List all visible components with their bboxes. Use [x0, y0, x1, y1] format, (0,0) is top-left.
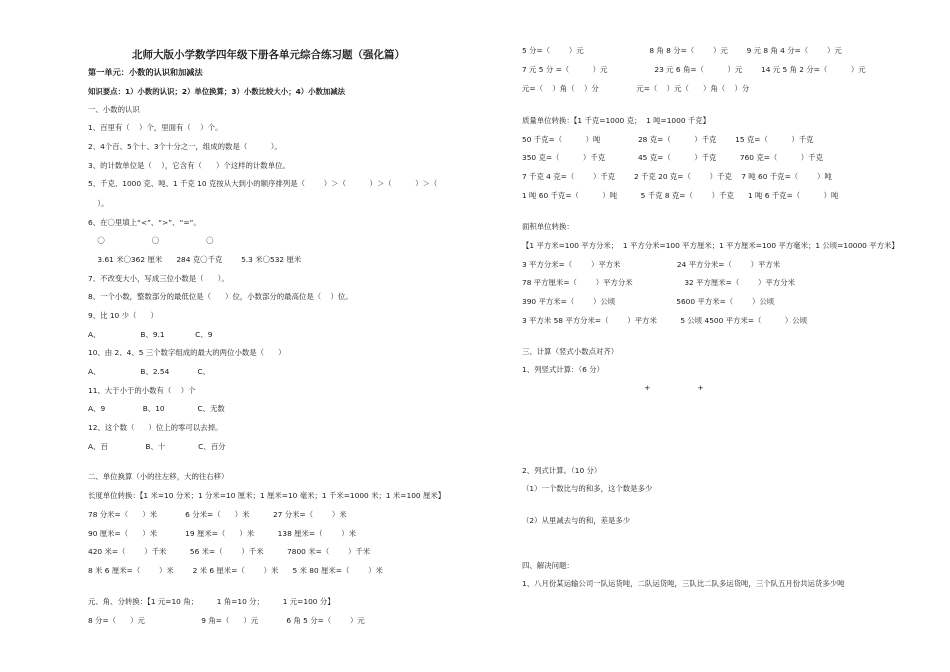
left-text-line: 90 厘米=（ ）米 19 厘米=（ ）米 138 厘米=（ ）米	[88, 529, 357, 538]
left-text-line: 8、一个小数，整数部分的最低位是（ ）位，小数部分的最高位是（ ）位。	[88, 292, 353, 301]
left-text-line: 5、千克、1000 克、吨、1 千克 10 克按从大到小的顺序排列是（ ）＞（ ）＞（ ）＞（	[88, 179, 438, 188]
left-text-line: 7、不改变大小，写成三位小数是（ ）。	[88, 274, 229, 283]
page-title: 北师大版小学数学四年级下册各单元综合练习题（强化篇）	[132, 49, 405, 61]
right-text-line: 2、列式计算。（10 分）	[522, 466, 602, 475]
right-text-line: 三、计算（竖式小数点对齐）	[522, 347, 619, 356]
left-text-line: A、9 B、10 C、无数	[88, 404, 225, 413]
right-text-line: 7 元 5 分 =（ ）元 23 元 6 角=（ ）元 14 元 5 角 2 分=（ ）元	[522, 65, 866, 74]
left-text-line: 8 分=（ ）元 9 角=（ ）元 6 角 5 分=（ ）元	[88, 616, 365, 625]
right-text-line: 1 吨 60 千克=（ ）吨 5 千克 8 克=（ ）千克 1 吨 6 千克=（ ）吨	[522, 191, 839, 200]
right-text-line: 350 克=（ ）千克 45 克=（ ）千克 760 克=（ ）千克	[522, 153, 823, 162]
right-text-line: 7 千克 4 克=（ ）千克 2 千克 20 克=（ ）千克 7 吨 60 千克=（ ）吨	[522, 172, 832, 181]
right-text-line: 1、八月份某运输公司一队运货吨，二队运货吨，三队比二队多运货吨，三个队五月份共运货多少吨	[522, 579, 845, 588]
left-text-line: 420 米=（ ）千米 56 米=（ ）千米 7800 米=（ ）千米	[88, 547, 371, 556]
left-text-line: 〇 〇 〇	[88, 236, 214, 245]
left-text-line: A、 B、9.1 C、9	[88, 330, 213, 339]
left-text-line: 1、百里有（ ）个，里面有（ ）个。	[88, 123, 223, 132]
right-text-line: 390 平方米=（ ）公顷 5600 平方米=（ ）公顷	[522, 297, 775, 306]
right-text-line: 面积单位转换：	[522, 222, 574, 231]
left-text-line: 二、单位换算（小的往左移，大的往右移）	[88, 472, 229, 481]
right-text-line: + +	[522, 383, 704, 392]
right-text-line: 3 平方分米=（ ）平方米 24 平方分米=（ ）平方米	[522, 260, 781, 269]
left-text-line: 一、小数的认识	[88, 105, 140, 114]
right-text-line: 1、列竖式计算：（6 分）	[522, 365, 604, 374]
left-text-line: 8 米 6 厘米=（ ）米 2 米 6 厘米=（ ）米 5 米 80 厘米=（ ）米	[88, 566, 383, 575]
left-text-line: 78 分米=（ ）米 6 分米=（ ）米 27 分米=（ ）米	[88, 510, 347, 519]
left-text-line: 第一单元：小数的认识和加减法	[88, 67, 203, 77]
right-text-line: 质量单位转换：【1 千克=1000 克； 1 吨=1000 千克】	[522, 116, 711, 125]
right-text-line: （2）从里减去与的和，差是多少	[522, 516, 631, 525]
left-text-line: 3、的计数单位是（ ），它含有（ ）个这样的计数单位。	[88, 161, 290, 170]
right-text-line: 四、解决问题：	[522, 561, 574, 570]
right-text-line: 3 平方米 58 平方分米=（ ）平方米 5 公顷 4500 平方米=（ ）公顷	[522, 316, 808, 325]
left-text-line: A、 B、2.54 C、	[88, 367, 211, 376]
right-text-line: 【1 平方米=100 平方分米； 1 平方分米=100 平方厘米；1 平方厘米=100 平方毫米；1 公顷=10000 平方米】	[522, 241, 899, 250]
left-text-line: 6、在〇里填上“<”、“>”、“=”。	[88, 218, 201, 227]
left-text-line: 3.61 米〇362 厘米 284 克〇千克 5.3 米〇532 厘米	[88, 255, 302, 264]
left-text-line: 11、大于小于的小数有（ ）个	[88, 386, 196, 395]
left-text-line: 10、由 2、4、5 三个数字组成的最大的两位小数是（ ）	[88, 348, 286, 357]
right-text-line: 78 平方厘米=（ ）平方分米 32 平方厘米=（ ）平方分米	[522, 278, 795, 287]
right-text-line: 50 千克=（ ）吨 28 克=（ ）千克 15 克=（ ）千克	[522, 135, 814, 144]
right-text-line: 元=（ ）角（ ）分 元=（ ）元（ ）角（ ）分	[522, 84, 750, 93]
left-text-line: 知识要点：1）小数的认识；2）单位换算；3）小数比较大小；4）小数加减法	[88, 87, 346, 96]
left-text-line: ）。	[88, 199, 109, 208]
left-text-line: 9、比 10 少（ ）	[88, 311, 158, 320]
right-text-line: （1）一个数比与的和多，这个数是多少	[522, 484, 653, 493]
left-text-line: 元、角、分转换：【1 元=10 角； 1 角=10 分； 1 元=100 分】	[88, 597, 335, 606]
left-text-line: 12、这个数（ ）位上的零可以去掉。	[88, 423, 223, 432]
left-text-line: 长度单位转换：【1 米=10 分米；1 分米=10 厘米；1 厘米=10 毫米；1 千米=1000 米；1 米=100 厘米】	[88, 491, 446, 500]
left-text-line: 2、4个百、5个十、3个十分之一，组成的数是（ ）。	[88, 142, 282, 151]
right-text-line: 5 分=（ ）元 8 角 8 分=（ ）元 9 元 8 角 4 分=（ ）元	[522, 46, 842, 55]
left-text-line: A、百 B、十 C、百分	[88, 442, 226, 451]
